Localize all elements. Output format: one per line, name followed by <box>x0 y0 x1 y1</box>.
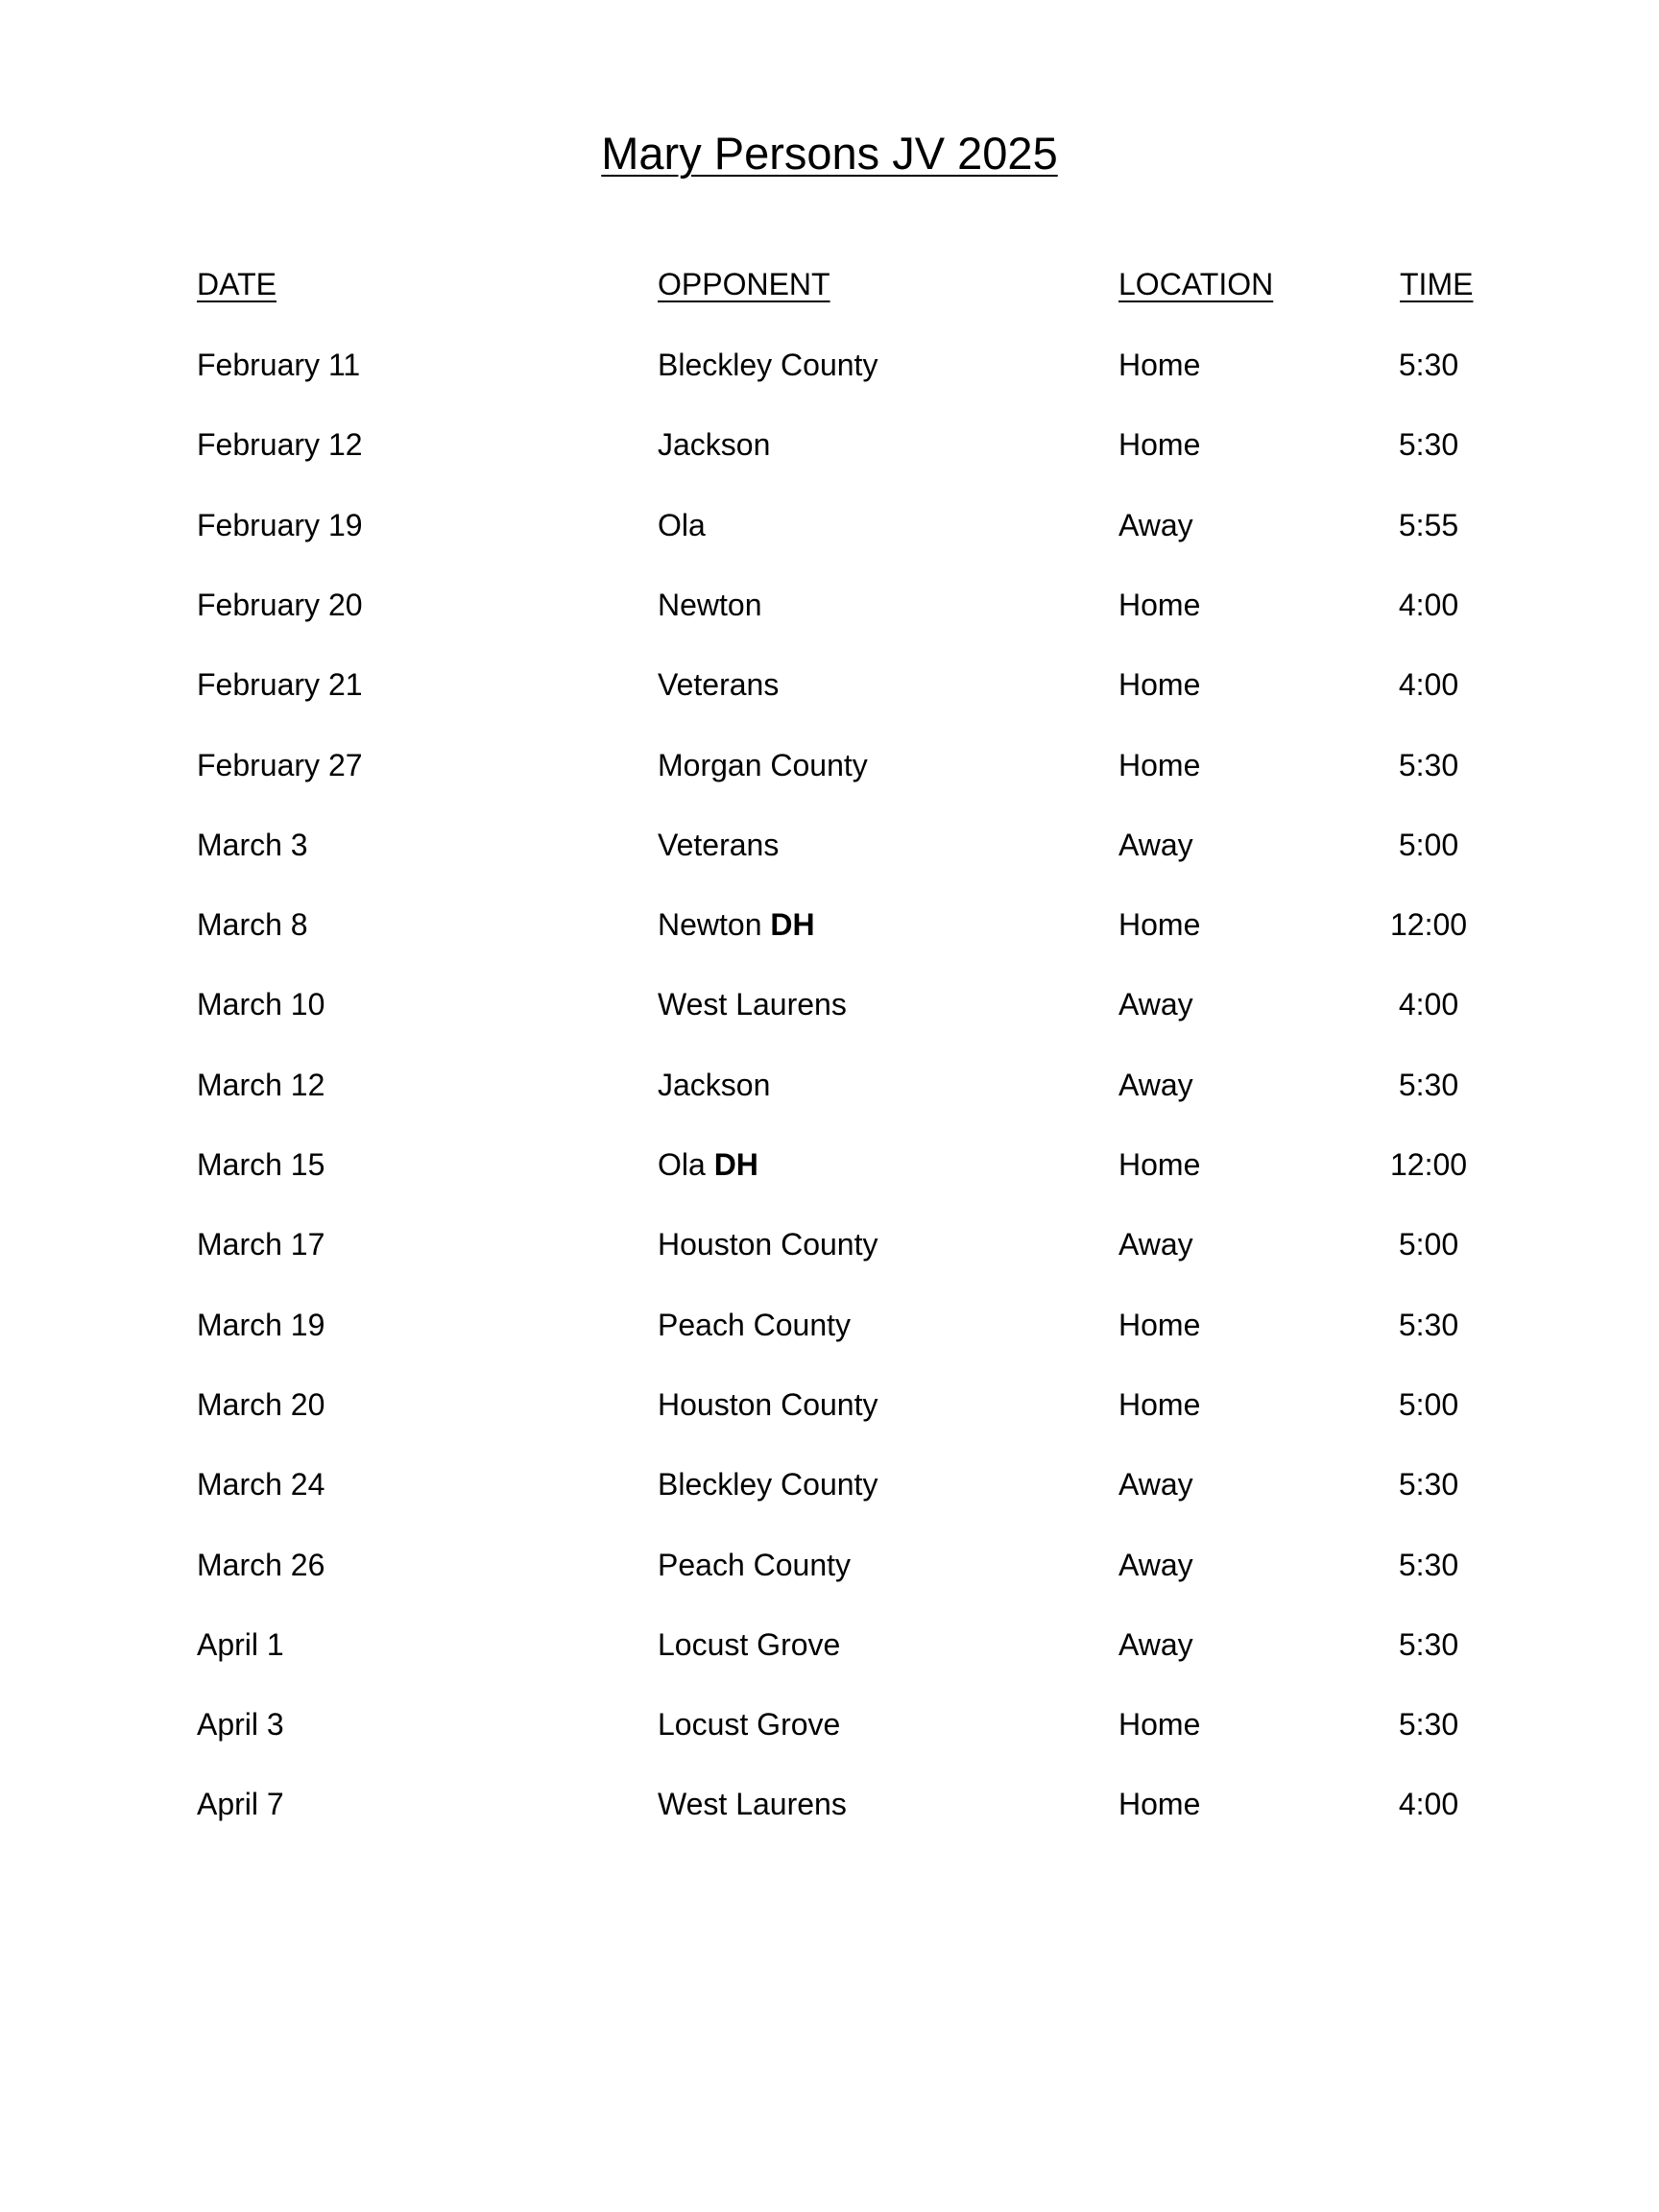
game-location: Home <box>1118 1386 1201 1422</box>
game-opponent <box>658 501 706 549</box>
table-row <box>0 901 1659 949</box>
game-time: 5:30 <box>1398 1707 1459 1743</box>
game-time: 5:00 <box>1398 1227 1459 1262</box>
table-row <box>0 1141 1659 1189</box>
opponent-name: Ola <box>658 1147 706 1182</box>
opponent-name: Newton <box>658 907 762 943</box>
table-row <box>0 1460 1659 1508</box>
header-time: TIME <box>1400 267 1474 301</box>
game-time: 5:30 <box>1398 1547 1459 1582</box>
game-opponent <box>658 1700 840 1748</box>
opponent-name: Peach County <box>658 1547 852 1582</box>
table-row <box>0 1381 1659 1429</box>
game-time: 5:30 <box>1398 427 1459 463</box>
game-date: March 26 <box>197 1547 325 1582</box>
header-location: LOCATION <box>1118 267 1274 301</box>
opponent-name: Locust Grove <box>658 1626 841 1662</box>
game-location: Home <box>1118 427 1201 463</box>
opponent-name: Jackson <box>658 427 771 463</box>
opponent-name: Ola <box>658 507 706 542</box>
page-title-text: Mary Persons JV 2025 <box>601 128 1058 179</box>
game-location: Home <box>1118 1707 1201 1743</box>
game-time: 4:00 <box>1398 587 1459 622</box>
game-date: February 27 <box>197 747 363 782</box>
game-location: Away <box>1118 1067 1193 1102</box>
game-location: Away <box>1118 1227 1193 1262</box>
table-row <box>0 341 1659 389</box>
game-time: 5:00 <box>1398 1386 1459 1422</box>
game-date: April 7 <box>197 1787 284 1822</box>
game-opponent <box>658 1381 878 1429</box>
game-location: Away <box>1118 987 1193 1022</box>
table-row <box>0 1301 1659 1349</box>
doubleheader-tag: DH <box>770 907 815 943</box>
table-row <box>0 421 1659 469</box>
doubleheader-tag: DH <box>713 1147 758 1182</box>
game-time: 5:30 <box>1398 1467 1459 1503</box>
game-location: Home <box>1118 1147 1201 1182</box>
game-date: February 11 <box>197 348 361 382</box>
game-time: 5:30 <box>1398 747 1459 782</box>
table-row <box>0 1700 1659 1748</box>
table-row <box>0 1621 1659 1669</box>
game-location: Home <box>1118 1787 1201 1822</box>
game-date: March 15 <box>197 1147 325 1182</box>
game-location: Home <box>1118 1307 1201 1342</box>
game-location: Home <box>1118 747 1201 782</box>
game-opponent <box>658 980 847 1028</box>
game-opponent <box>658 1541 851 1589</box>
opponent-name: Locust Grove <box>658 1707 841 1743</box>
game-opponent <box>658 741 868 789</box>
table-row <box>0 1780 1659 1828</box>
game-opponent <box>658 1141 758 1189</box>
opponent-name: Jackson <box>658 1067 771 1102</box>
game-time: 5:30 <box>1398 1626 1459 1662</box>
game-time: 5:30 <box>1398 1307 1459 1342</box>
game-date: February 21 <box>197 667 363 703</box>
table-row <box>0 1061 1659 1109</box>
game-location: Home <box>1118 348 1201 382</box>
game-location: Away <box>1118 1467 1193 1503</box>
header-opponent: OPPONENT <box>658 267 830 301</box>
table-row <box>0 980 1659 1028</box>
game-opponent <box>658 1220 878 1268</box>
game-location: Away <box>1118 507 1193 542</box>
game-date: April 1 <box>197 1626 284 1662</box>
opponent-name: West Laurens <box>658 987 847 1022</box>
game-date: March 24 <box>197 1467 325 1503</box>
game-date: March 17 <box>197 1227 325 1262</box>
table-row <box>0 661 1659 709</box>
table-row <box>0 741 1659 789</box>
game-opponent <box>658 821 779 869</box>
game-opponent <box>658 1460 878 1508</box>
game-date: March 10 <box>197 987 325 1022</box>
game-time: 5:55 <box>1398 507 1459 542</box>
table-row <box>0 1541 1659 1589</box>
opponent-name: Houston County <box>658 1386 878 1422</box>
game-time: 5:30 <box>1398 1067 1459 1102</box>
game-opponent <box>658 1780 847 1828</box>
opponent-name: Peach County <box>658 1307 852 1342</box>
game-opponent <box>658 421 770 469</box>
header-date: DATE <box>197 267 276 301</box>
game-time: 5:00 <box>1398 827 1459 862</box>
game-opponent <box>658 661 779 709</box>
page-title <box>0 125 1659 182</box>
table-row <box>0 1220 1659 1268</box>
game-date: February 19 <box>197 507 363 542</box>
game-location: Away <box>1118 827 1193 862</box>
game-location: Home <box>1118 587 1201 622</box>
game-time: 12:00 <box>1390 907 1468 943</box>
game-time: 4:00 <box>1398 667 1459 703</box>
game-opponent <box>658 1301 851 1349</box>
game-date: March 12 <box>197 1067 325 1102</box>
opponent-name: Bleckley County <box>658 1467 878 1503</box>
game-date: March 8 <box>197 907 308 943</box>
game-location: Home <box>1118 907 1201 943</box>
game-opponent <box>658 341 878 389</box>
game-opponent <box>658 1621 840 1669</box>
opponent-name: Veterans <box>658 667 780 703</box>
table-header <box>0 260 1659 308</box>
game-date: March 19 <box>197 1307 325 1342</box>
table-row <box>0 821 1659 869</box>
table-row <box>0 501 1659 549</box>
opponent-name: Bleckley County <box>658 348 878 382</box>
game-location: Away <box>1118 1626 1193 1662</box>
game-opponent <box>658 581 762 629</box>
opponent-name: Newton <box>658 587 762 622</box>
game-date: February 20 <box>197 587 363 622</box>
game-time: 4:00 <box>1398 1787 1459 1822</box>
game-date: February 12 <box>197 427 363 463</box>
game-location: Away <box>1118 1547 1193 1582</box>
game-location: Home <box>1118 667 1201 703</box>
table-row <box>0 581 1659 629</box>
game-date: March 20 <box>197 1386 325 1422</box>
opponent-name: Morgan County <box>658 747 868 782</box>
game-opponent <box>658 901 815 949</box>
game-date: March 3 <box>197 827 308 862</box>
game-opponent <box>658 1061 770 1109</box>
game-time: 12:00 <box>1390 1147 1468 1182</box>
game-time: 5:30 <box>1398 348 1459 382</box>
opponent-name: Houston County <box>658 1227 878 1262</box>
game-time: 4:00 <box>1398 987 1459 1022</box>
opponent-name: West Laurens <box>658 1787 847 1822</box>
opponent-name: Veterans <box>658 827 780 862</box>
game-date: April 3 <box>197 1707 284 1743</box>
